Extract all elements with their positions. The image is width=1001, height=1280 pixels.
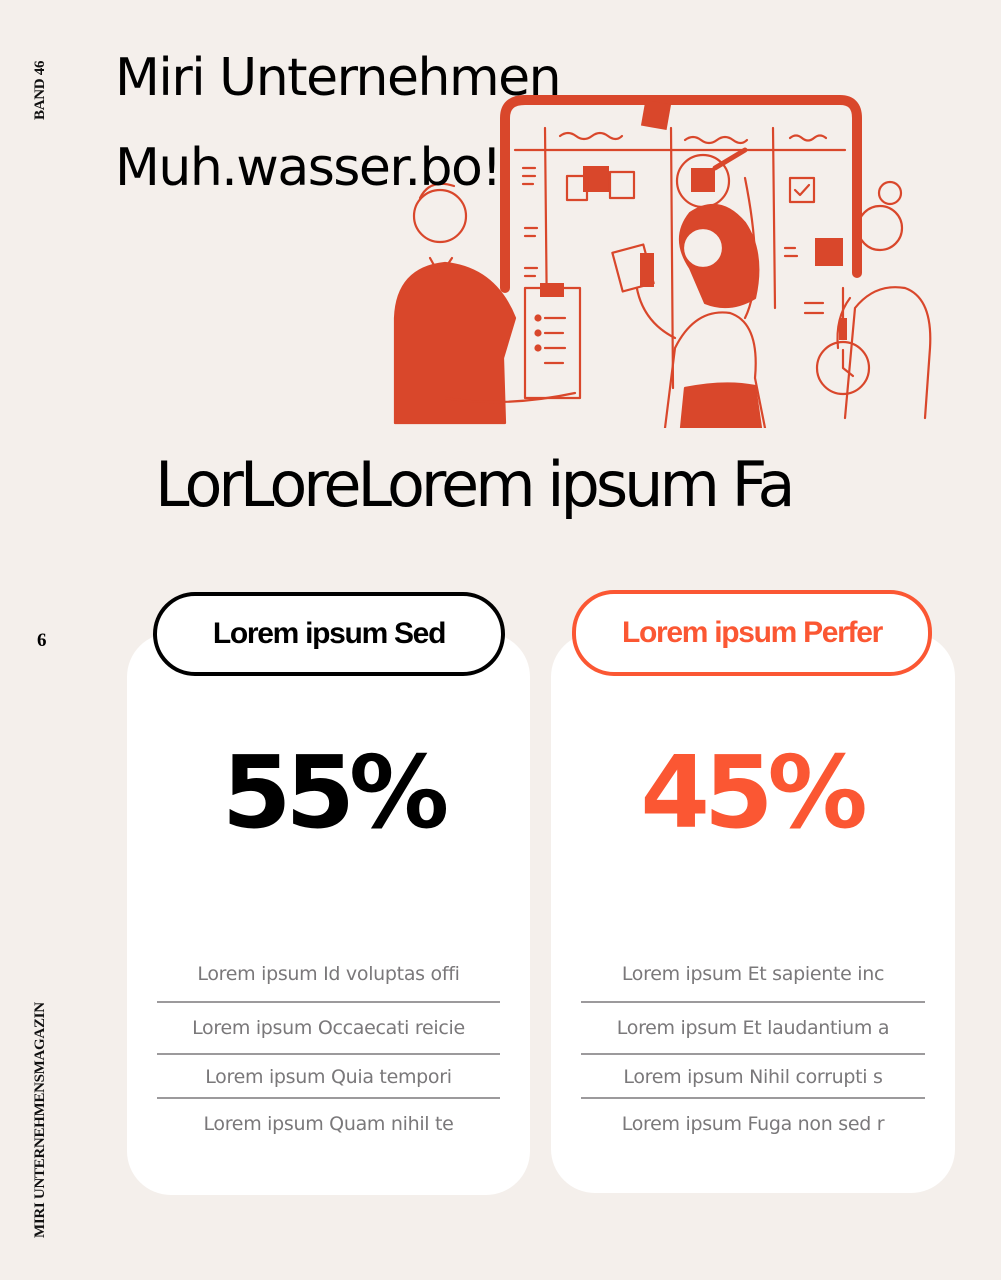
stat-card-left	[127, 633, 530, 1195]
list-item: Lorem ipsum Occaecati reicie	[157, 1003, 500, 1055]
list-item: Lorem ipsum Et sapiente inc	[581, 955, 925, 1003]
stat-card-right	[551, 633, 955, 1193]
stat-value: 55%	[221, 734, 444, 851]
title-line-1: Miri Unternehmen	[115, 48, 561, 108]
band-label: BAND 46	[32, 60, 48, 120]
stat-label-pill-right: Lorem ipsum Perfer	[572, 590, 932, 676]
stat-value: 45%	[640, 734, 862, 851]
title-line-2: Muh.wasser.bo!	[115, 138, 501, 198]
list-item: Lorem ipsum Quia tempori	[157, 1055, 500, 1099]
list-item: Lorem ipsum Et laudantium a	[581, 1003, 925, 1055]
stat-list	[157, 955, 500, 1147]
list-item: Lorem ipsum Fuga non sed r	[621, 1113, 885, 1135]
list-item: Lorem ipsum Quam nihil te	[203, 1113, 454, 1135]
stat-list	[581, 955, 925, 1147]
page-number: 6	[37, 630, 47, 651]
magazine-label: MIRI UNTERNEHMENSMAGAZIN	[32, 1002, 48, 1238]
stat-label-pill-left: Lorem ipsum Sed	[153, 592, 505, 676]
list-item: Lorem ipsum Nihil corrupti s	[581, 1055, 925, 1099]
headline: LorLoreLorem ipsum Fa	[155, 448, 792, 521]
list-item: Lorem ipsum Id voluptas offi	[157, 955, 500, 1003]
